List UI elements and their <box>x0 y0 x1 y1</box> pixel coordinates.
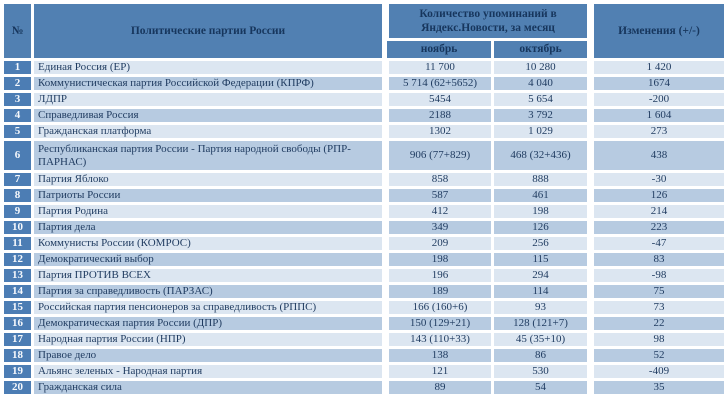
november-value: 121 <box>386 364 493 380</box>
table-row <box>3 332 726 348</box>
table-row <box>3 252 726 268</box>
row-number: 17 <box>3 332 33 348</box>
table-row <box>3 76 726 92</box>
table-row <box>3 364 726 380</box>
change-value: 438 <box>591 140 726 172</box>
october-value: 461 <box>493 188 591 204</box>
row-number: 7 <box>3 172 33 188</box>
change-value: 98 <box>591 332 726 348</box>
header-changes-column: Изменения (+/-) <box>591 3 726 60</box>
november-value: 587 <box>386 188 493 204</box>
party-name: Партия дела <box>33 220 386 236</box>
row-number: 11 <box>3 236 33 252</box>
table-row <box>3 188 726 204</box>
row-number: 5 <box>3 124 33 140</box>
party-name: Правое дело <box>33 348 386 364</box>
november-value: 166 (160+6) <box>386 300 493 316</box>
november-value: 189 <box>386 284 493 300</box>
change-value: 83 <box>591 252 726 268</box>
party-name: Коммунистическая партия Российской Федерации (КПРФ) <box>33 76 386 92</box>
row-number: 9 <box>3 204 33 220</box>
table-body <box>3 60 726 396</box>
october-value: 115 <box>493 252 591 268</box>
october-value: 86 <box>493 348 591 364</box>
header-row-main <box>3 3 726 40</box>
row-number: 16 <box>3 316 33 332</box>
row-number: 19 <box>3 364 33 380</box>
table-row <box>3 268 726 284</box>
november-value: 209 <box>386 236 493 252</box>
november-value: 11 700 <box>386 60 493 76</box>
party-name: Коммунисты России (КОМРОС) <box>33 236 386 252</box>
change-value: 35 <box>591 380 726 396</box>
november-value: 2188 <box>386 108 493 124</box>
october-value: 888 <box>493 172 591 188</box>
row-number: 2 <box>3 76 33 92</box>
party-name: Гражданская сила <box>33 380 386 396</box>
row-number: 3 <box>3 92 33 108</box>
party-name: Партия Яблоко <box>33 172 386 188</box>
october-value: 126 <box>493 220 591 236</box>
november-value: 196 <box>386 268 493 284</box>
october-value: 530 <box>493 364 591 380</box>
october-value: 114 <box>493 284 591 300</box>
table-row <box>3 380 726 396</box>
table-row <box>3 236 726 252</box>
party-name: Народная партия России (НПР) <box>33 332 386 348</box>
party-name: Демократический выбор <box>33 252 386 268</box>
change-value: 1 420 <box>591 60 726 76</box>
october-value: 468 (32+436) <box>493 140 591 172</box>
table-row <box>3 204 726 220</box>
table-row <box>3 92 726 108</box>
table-row <box>3 108 726 124</box>
change-value: 75 <box>591 284 726 300</box>
header-number-column: № <box>3 3 33 60</box>
november-value: 143 (110+33) <box>386 332 493 348</box>
october-value: 1 029 <box>493 124 591 140</box>
party-name: Партия за справедливость (ПАРЗАС) <box>33 284 386 300</box>
change-value: -409 <box>591 364 726 380</box>
october-value: 256 <box>493 236 591 252</box>
party-name: Справедливая Россия <box>33 108 386 124</box>
november-value: 1302 <box>386 124 493 140</box>
table-row <box>3 172 726 188</box>
table-row <box>3 284 726 300</box>
october-value: 3 792 <box>493 108 591 124</box>
party-name: Партия ПРОТИВ ВСЕХ <box>33 268 386 284</box>
table-row <box>3 140 726 172</box>
october-value: 198 <box>493 204 591 220</box>
header-october-column: октябрь <box>493 40 591 60</box>
row-number: 20 <box>3 380 33 396</box>
october-value: 54 <box>493 380 591 396</box>
november-value: 349 <box>386 220 493 236</box>
change-value: -47 <box>591 236 726 252</box>
party-name: Единая Россия (ЕР) <box>33 60 386 76</box>
october-value: 5 654 <box>493 92 591 108</box>
header-november-column: ноябрь <box>386 40 493 60</box>
parties-mentions-table <box>1 1 726 397</box>
party-name: Российская партия пенсионеров за справедливость (РППС) <box>33 300 386 316</box>
october-value: 10 280 <box>493 60 591 76</box>
november-value: 5454 <box>386 92 493 108</box>
header-mentions-group: Количество упоминаний в Яндекс.Новости, за месяц <box>386 3 591 40</box>
table-row <box>3 220 726 236</box>
row-number: 15 <box>3 300 33 316</box>
party-name: Патриоты России <box>33 188 386 204</box>
change-value: 126 <box>591 188 726 204</box>
october-value: 45 (35+10) <box>493 332 591 348</box>
table-row <box>3 316 726 332</box>
row-number: 18 <box>3 348 33 364</box>
change-value: 52 <box>591 348 726 364</box>
change-value: 22 <box>591 316 726 332</box>
row-number: 1 <box>3 60 33 76</box>
party-name: Демократическая партия России (ДПР) <box>33 316 386 332</box>
november-value: 412 <box>386 204 493 220</box>
row-number: 10 <box>3 220 33 236</box>
party-name: Партия Родина <box>33 204 386 220</box>
row-number: 13 <box>3 268 33 284</box>
november-value: 5 714 (62+5652) <box>386 76 493 92</box>
table-row <box>3 124 726 140</box>
table-row <box>3 300 726 316</box>
october-value: 294 <box>493 268 591 284</box>
november-value: 89 <box>386 380 493 396</box>
row-number: 14 <box>3 284 33 300</box>
change-value: -30 <box>591 172 726 188</box>
change-value: 214 <box>591 204 726 220</box>
party-name: Гражданская платформа <box>33 124 386 140</box>
change-value: 73 <box>591 300 726 316</box>
change-value: 1 604 <box>591 108 726 124</box>
party-name: Республиканская партия России - Партия народной свободы (РПР-ПАРНАС) <box>33 140 386 172</box>
october-value: 128 (121+7) <box>493 316 591 332</box>
change-value: 273 <box>591 124 726 140</box>
november-value: 858 <box>386 172 493 188</box>
change-value: 223 <box>591 220 726 236</box>
party-name: ЛДПР <box>33 92 386 108</box>
table-row <box>3 60 726 76</box>
header-party-column: Политические партии России <box>33 3 386 60</box>
november-value: 138 <box>386 348 493 364</box>
row-number: 8 <box>3 188 33 204</box>
change-value: -200 <box>591 92 726 108</box>
change-value: -98 <box>591 268 726 284</box>
row-number: 6 <box>3 140 33 172</box>
october-value: 4 040 <box>493 76 591 92</box>
november-value: 906 (77+829) <box>386 140 493 172</box>
november-value: 198 <box>386 252 493 268</box>
party-name: Альянс зеленых - Народная партия <box>33 364 386 380</box>
row-number: 4 <box>3 108 33 124</box>
row-number: 12 <box>3 252 33 268</box>
table-header <box>3 3 726 60</box>
table-row <box>3 348 726 364</box>
november-value: 150 (129+21) <box>386 316 493 332</box>
october-value: 93 <box>493 300 591 316</box>
change-value: 1674 <box>591 76 726 92</box>
